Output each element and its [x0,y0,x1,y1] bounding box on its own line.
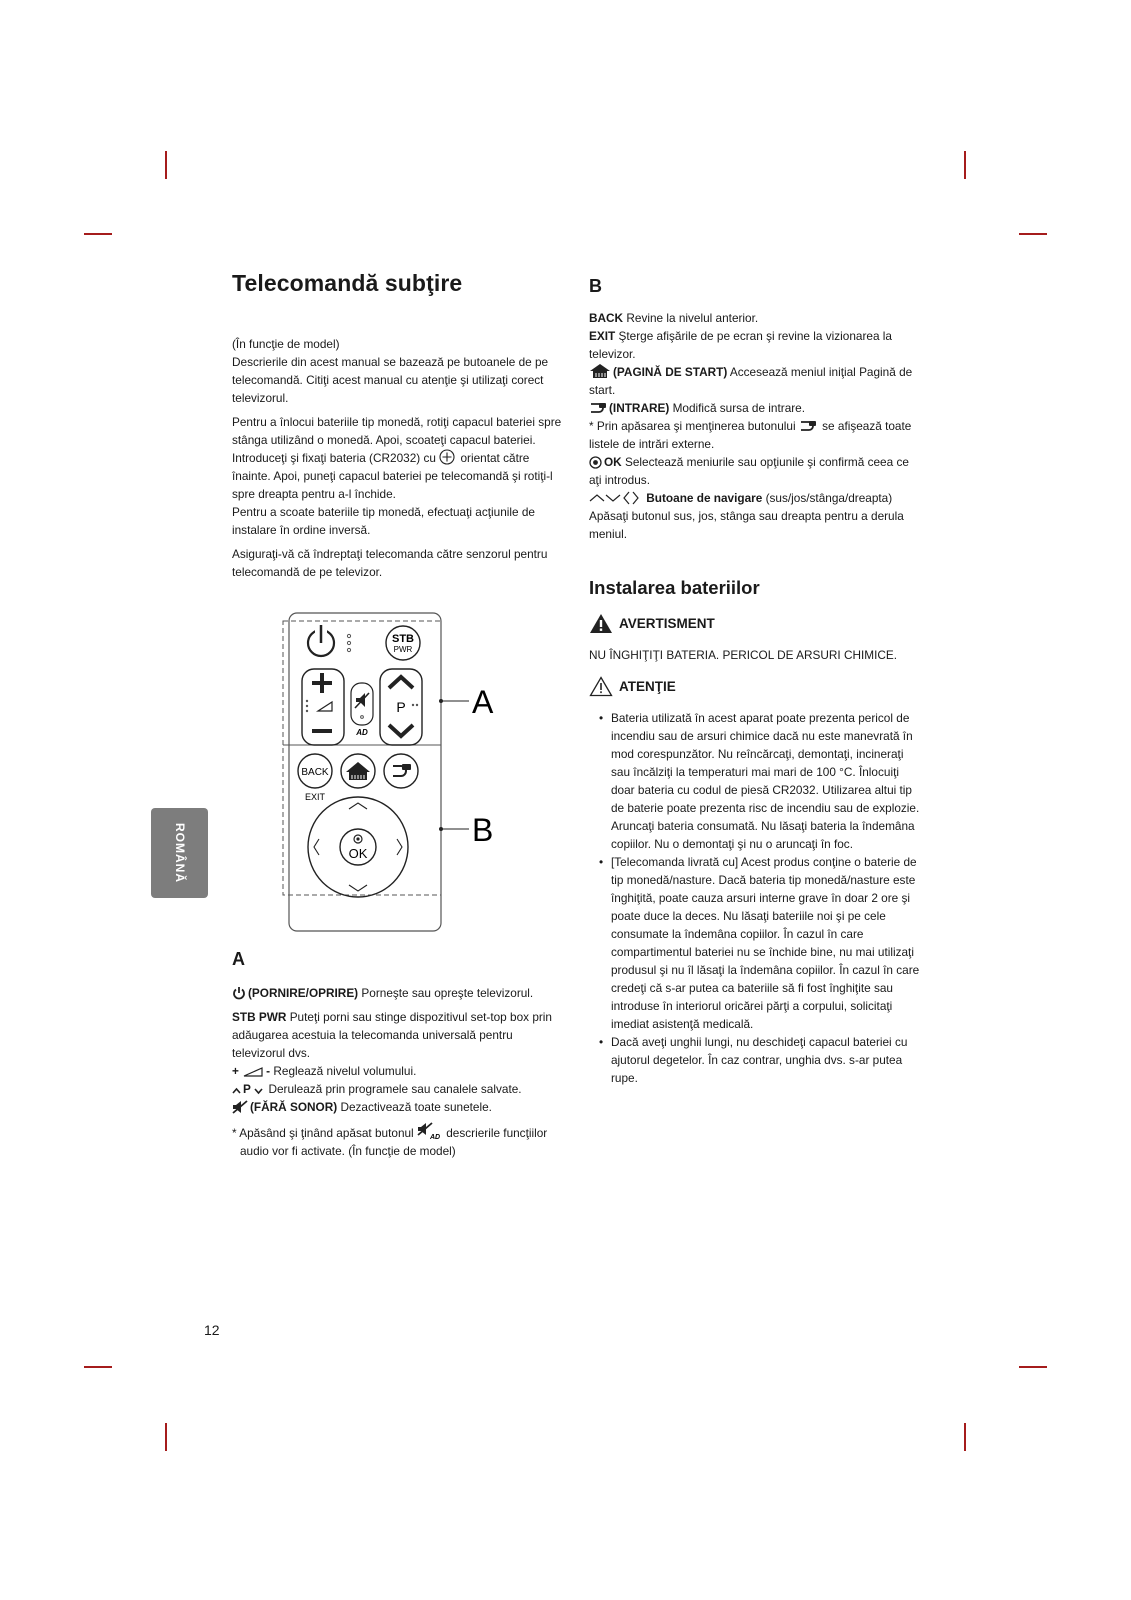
warning-text: NU ÎNGHIŢIŢI BATERIA. PERICOL DE ARSURI CHIMICE. [589,648,898,662]
page-number: 12 [204,1322,220,1338]
mute-definition: (FĂRĂ SONOR) Dezactivează toate sunetele. [232,1098,562,1116]
chevron-up-icon [232,1086,241,1096]
input-icon [589,401,607,415]
back-button-diagram [298,754,332,802]
mute-icon [232,1100,248,1114]
chevron-down-icon [254,1086,263,1096]
home-icon [589,363,611,379]
section-a [232,949,562,1160]
plus-circle-icon [439,449,455,465]
warning-triangle-icon [589,613,613,634]
crop-mark [84,1366,112,1368]
back-text: BACK [301,767,329,778]
stb-pwr-button-diagram [386,626,420,660]
list-item: • Dacă aveţi unghii lungi, nu deschideţi capacul bateriei cu ajutorul degetelor. În caz contrar, unghia dvs. s-ar putea rupe. [589,1033,924,1087]
exit-definition: EXIT Şterge afişările de pe ecran şi revine la vizionarea la televizor. [589,329,892,361]
crop-mark [964,151,966,179]
input-button-diagram [384,754,418,788]
left-column [232,270,562,1160]
crop-mark [1019,1366,1047,1368]
language-tab-label: ROMÂNĂ [172,823,187,883]
navigation-definition: Butoane de navigare (sus/jos/stânga/dreapta) [589,489,924,507]
mute-ad-icon [417,1122,441,1140]
ok-dot-icon [589,456,602,469]
home-definition: (PAGINĂ DE START) Accesează meniul iniţial Pagină de start. [589,365,913,397]
ad-text: AD [356,728,368,737]
volume-definition: + - Reglează nivelul volumului. [232,1064,417,1078]
volume-icon [242,1066,264,1078]
page-title: Telecomandă subţire [232,270,463,296]
power-icon [232,986,246,1000]
caution-heading: ATENŢIE [589,676,924,697]
back-definition: BACK Revine la nivelul anterior. [589,311,759,325]
stb-text: STB [392,633,414,645]
language-tab [151,808,208,898]
right-column [589,276,924,1087]
program-rocker-diagram [380,669,422,745]
navigation-wheel-diagram [308,797,408,897]
home-button-diagram [341,754,375,788]
input-note: * Prin apăsarea şi menţinerea butonului se afişează toate listele de intrări externe. [589,419,912,451]
model-note: (În funcţie de model) [232,337,340,351]
callout-a [439,684,494,720]
input-definition: (INTRARE) Modifică sursa de intrare. [589,399,924,417]
caution-triangle-icon [589,676,613,697]
ok-definition: OK Selectează meniurile sau opţiunile şi confirmă ceea ce aţi introdus. [589,455,909,487]
battery-replace-paragraph: Pentru a înlocui bateriile tip monedă, rotiţi capacul bateriei spre stânga utilizând o monedă. Apoi, scoateţi capacul bateriei. Introduceţi şi fixaţi bateria (CR2032) cu orientat către înainte. Apoi, puneţi capacul bateriei pe telecomandă şi rotiţi-l spre dreapta pentru a-l închide. [232,415,562,501]
program-definition: P Derulează prin programele sau canalele salvate. [232,1080,562,1098]
remote-illustration [276,609,576,939]
crop-mark [165,151,167,179]
ok-text: OK [348,846,368,861]
callout-b-label: B [472,812,494,848]
list-item: • [Telecomanda livrată cu] Acest produs conţine o baterie de tip monedă/nasture. Dacă bateria tip monedă/nasture este înghiţită, poate cauza arsuri interne grave în doar 2 ore şi poate duce la deces. Nu lăsaţi bateriile noi şi pe cele consumate la îndemâna copiilor. În cazul în care compartimentul bateriei nu se închide bine, nu mai utilizaţi produsul şi nu îl lăsaţi la îndemâna copiilor. În cazul în care credeţi că s-ar putea ca bateriile să fi fost înghiţite sau introduse în interiorul oricărei părţi a corpului, solicitaţi imediat asistenţă medicală. [589,853,924,1033]
aim-paragraph: Asiguraţi-vă că îndreptaţi telecomanda către senzorul pentru telecomandă de pe televizor. [232,547,548,579]
volume-rocker-diagram [302,669,344,745]
input-icon [799,419,817,433]
section-a-heading: A [232,949,245,969]
battery-section-title: Instalarea bateriilor [589,577,760,598]
crop-mark [165,1423,167,1451]
remote-diagram [276,609,576,939]
p-text: P [396,699,406,715]
battery-remove-paragraph: Pentru a scoate bateriile tip monedă, efectuaţi acţiunile de instalare în ordine inversă. [232,505,535,537]
caution-list [589,709,924,1087]
pwr-text: PWR [393,645,413,654]
crop-mark [84,233,112,235]
exit-text: EXIT [304,792,326,802]
navigation-arrows-icon [589,491,641,505]
section-b-heading: B [589,276,602,296]
crop-mark [964,1423,966,1451]
callout-a-label: A [472,684,494,720]
power-button-diagram [308,625,351,656]
audio-description-note: * Apăsând şi ţinând apăsat butonul AD descrierile funcţiilor audio vor fi activate. (În funcţie de model) [232,1122,562,1160]
power-definition: (PORNIRE/OPRIRE) Porneşte sau opreşte televizorul. [232,984,562,1002]
stb-pwr-definition: STB PWR Puteţi porni sau stinge dispozitivul set-top box prin adăugarea acestuia la telecomanda universală pentru televizorul dvs. [232,1010,552,1060]
callout-b [439,812,493,848]
intro-paragraph: Descrierile din acest manual se bazează pe butoanele de pe telecomandă. Citiţi acest manual cu atenţie şi utilizaţi corect televizorul. [232,355,549,405]
mute-button-diagram [351,683,373,737]
crop-mark [1019,233,1047,235]
warning-heading: AVERTISMENT [589,613,924,634]
list-item: • Bateria utilizată în acest aparat poate prezenta pericol de incendiu sau de arsuri chimice dacă nu este manevrată în mod corespunzător. Nu reîncărcaţi, demontaţi, incineraţi sau încălziţi la temperaturi mai mari de 100 °C. Înlocuiţi doar bateria cu codul de piesă CR2032. Utilizarea altui tip de baterie poate prezenta risc de incendiu sau de explozie. Aruncaţi bateria consumată. Nu lăsaţi bateria la îndemâna copiilor. Nu o demontaţi şi nu o aruncaţi în foc. [589,709,924,853]
ad-mark: AD [429,1134,441,1140]
navigation-description: Apăsaţi butonul sus, jos, stânga sau dreapta pentru a derula meniul. [589,509,904,541]
